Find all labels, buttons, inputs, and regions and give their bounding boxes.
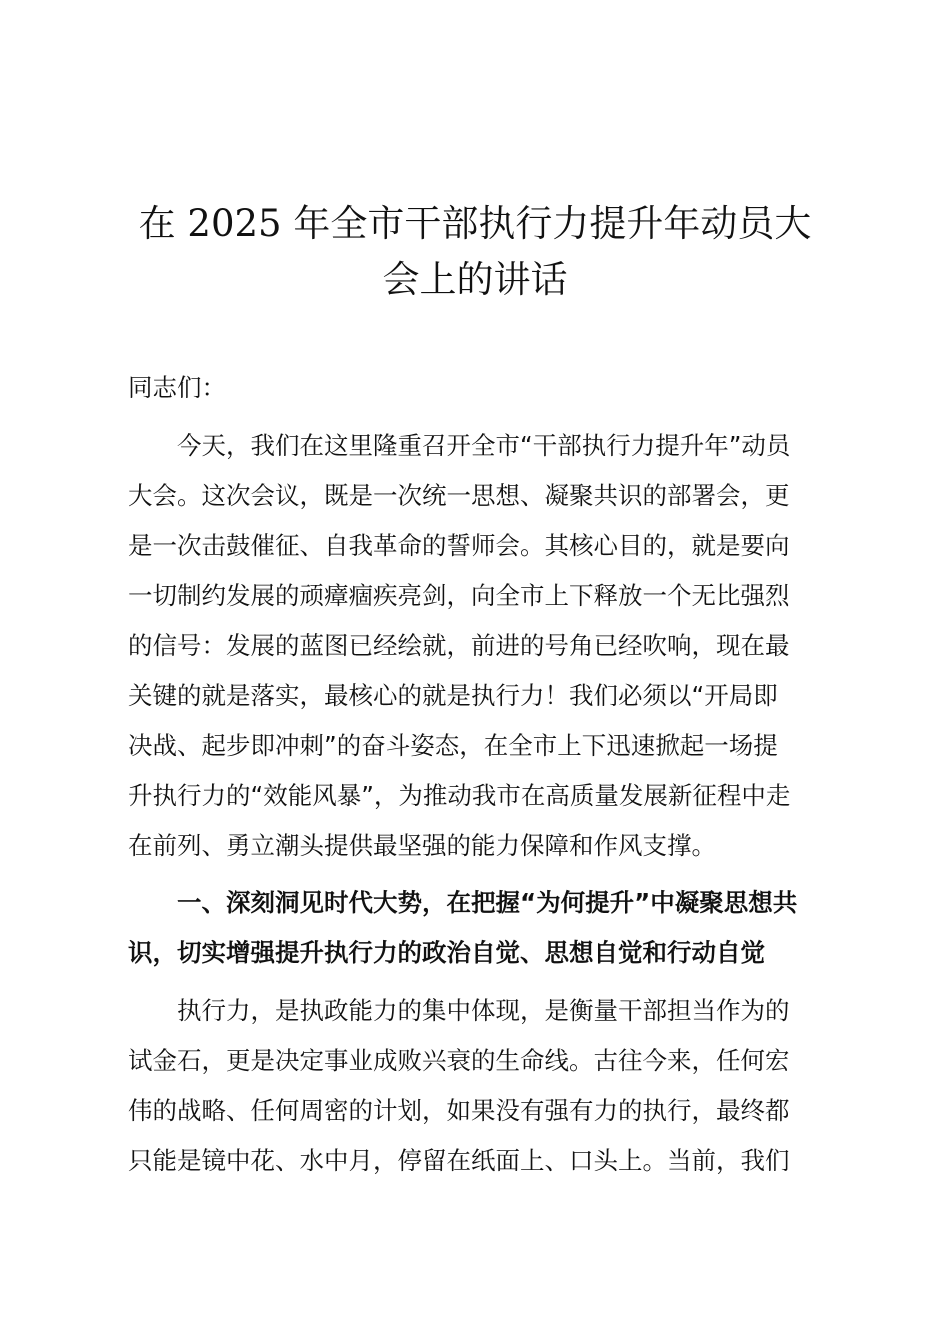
heading-line: 识，切实增强提升执行力的政治自觉、思想自觉和行动自觉 — [128, 938, 765, 967]
document-title — [120, 196, 830, 308]
text-line: 执行力，是执政能力的集中体现，是衡量干部担当作为的 — [177, 996, 790, 1025]
heading-line: 一、深刻洞见时代大势，在把握“为何提升”中凝聚思想共 — [177, 888, 798, 917]
text-line: 决战、起步即冲刺”的奋斗姿态，在全市上下迅速掀起一场提 — [128, 731, 778, 760]
text-line: 一切制约发展的顽瘴痼疾亮剑，向全市上下释放一个无比强烈 — [128, 581, 790, 610]
text-line: 在前列、勇立潮头提供最坚强的能力保障和作风支撑。 — [128, 831, 716, 860]
title-line-2: 会上的讲话 — [382, 258, 568, 301]
title-line-1: 在 2025 年全市干部执行力提升年动员大 — [138, 202, 812, 245]
text-line: 的信号：发展的蓝图已经绘就，前进的号角已经吹响，现在最 — [128, 631, 790, 660]
text-line: 只能是镜中花、水中月，停留在纸面上、口头上。当前，我们 — [128, 1146, 790, 1175]
salutation: 同志们： — [128, 373, 226, 402]
text-line: 关键的就是落实，最核心的就是执行力！我们必须以“开局即 — [128, 681, 778, 710]
text-line: 升执行力的“效能风暴”，为推动我市在高质量发展新征程中走 — [128, 781, 791, 810]
text-line: 是一次击鼓催征、自我革命的誓师会。其核心目的，就是要向 — [128, 531, 790, 560]
text-line: 伟的战略、任何周密的计划，如果没有强有力的执行，最终都 — [128, 1096, 790, 1125]
text-line: 试金石，更是决定事业成败兴衰的生命线。古往今来，任何宏 — [128, 1046, 790, 1075]
text-line: 大会。这次会议，既是一次统一思想、凝聚共识的部署会，更 — [128, 481, 790, 510]
text-line: 今天，我们在这里隆重召开全市“干部执行力提升年”动员 — [177, 431, 791, 460]
